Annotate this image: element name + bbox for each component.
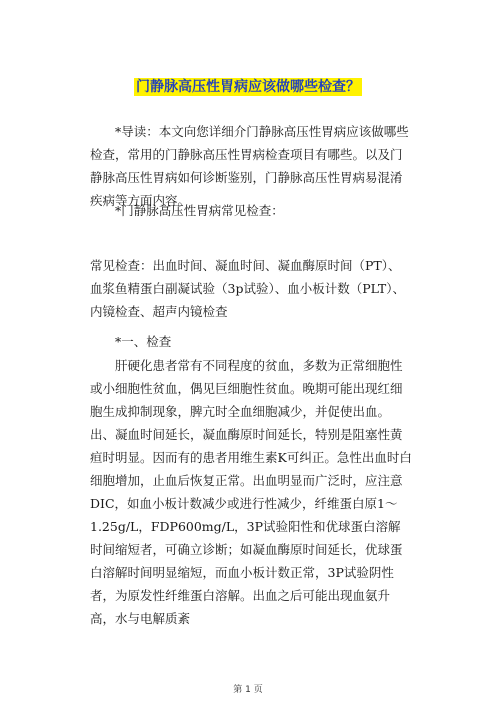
body-paragraph: 肝硬化患者常有不同程度的贫血，多数为正常细胞性或小细胞性贫血，偶见巨细胞性贫血。晚期可能出现红细胞生成抑制现象，脾亢时全血细胞减少，并促使出血。出、凝血时间延长，凝血酶原时间延长，特别是阻塞性黄疸时明显。因而有的患者用维生素K可纠正。急性出血时白细胞增加，止血后恢复正常。出血明显而广泛时，应注意DIC，如血小板计数减少或进行性减少，纤维蛋白原1～1.25g/L，FDP600mg/L，3P试验阳性和优球蛋白溶解时间缩短者，可确立诊断；如凝血酶原时间延长，优球蛋白溶解时间明显缩短，而血小板计数正常，3P试验阴性者，为原发性纤维蛋白溶解。出血之后可能出现血氨升高，水与电解质紊	[90, 358, 412, 626]
subsection-heading: *一、检查	[115, 334, 172, 349]
page-number-footer: 第 1 页	[233, 685, 263, 695]
title-wrapper	[0, 76, 496, 96]
document-title: 门静脉高压性胃病应该做哪些检查？	[136, 79, 360, 95]
intro-paragraph: *导读：本文向您详细介门静脉高压性胃病应该做哪些检查，常用的门静脉高压性胃病检查项目有哪些。以及门静脉高压性胃病如何诊断鉴别，门静脉高压性胃病易混淆疾病等方面内容。	[90, 124, 409, 208]
section-heading: *门静脉高压性胃病常见检查：	[115, 203, 284, 218]
common-tests-paragraph: 常见检查：出血时间、凝血时间、凝血酶原时间（PT）、血浆鱼精蛋白副凝试验（3p试验）、血小板计数（PLT）、内镜检查、超声内镜检查	[90, 258, 405, 319]
